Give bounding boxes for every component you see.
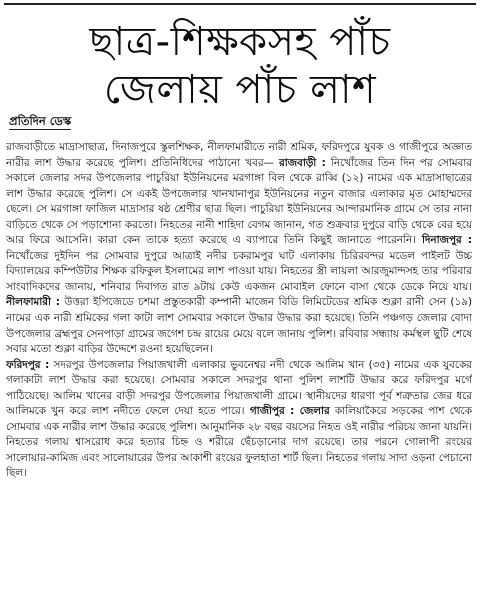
headline-line-1: ছাত্র-শিক্ষকসহ পাঁচ (89, 19, 391, 65)
dateline-faridpur: ফরিদপুর : (6, 358, 50, 371)
section-rajbari-text: নিখোঁজের তিন দিন পর সোমবার সকালে জেলার সদর উপজেলার পাচুরিয়া ইউনিয়নের মরগাঙ্গা বিল থেকে রাব্বি (১২) নামের এক মাদ্রাসাছাত্রের লাশ উদ্ধার করেছে পুলিশ। সে একই উপজেলার খানখানাপুর ইউনিয়নের নতুন বাজার এলাকার মৃত মোহাম্মদের ছেলে। সে মরগাঙ্গা ফাজিল মাদ্রাসার ষষ্ঠ শ্রেণীর ছাত্র ছিল। পাচুরিয়া ইউনিয়নের আন্দারমানিক গ্রামে সে তার নানা বাড়িতে থেকে সে পড়াশোনা করতো। নিহতের নানী শাহিদা বেগম জানান, গত শুক্রবার দুপুরে বাড়ি থেকে বের হয়ে আর ফিরে আসেনি। কারা কেন তাকে হত্যা করেছে এ ব্যাপারে তিনি কিছুই জানাতে পারেননি। (6, 156, 472, 247)
section-nilphamari-text: উত্তরা ইপিজেডে চশমা প্রস্তুতকারী কম্পানী মাজেন বিডি লিমিটেডের শ্রমিক শুক্লা রানী সেন (১৯) নামের এক নারী শ্রমিকের গলা কাটা লাশ সোমবার সকালে উদ্ধার উদ্ধার করা হয়েছে। তিনি পঞ্চগড় জেলার বোদা উপজেলার ব্রহ্মপুর সেনপাড়া গ্রামের জগেশ চন্দ্র রায়ের মেয়ে বলে জানায় পুলিশ। রবিবার সন্ধ্যায় কর্মস্থল ছুটি শেষে সবার মতো শুক্লা বাড়ির উদ্দেশে রওনা হয়েছিলেন। (6, 296, 472, 356)
article-paragraph (6, 140, 472, 358)
byline: প্রতিদিন ডেস্ক (9, 114, 72, 128)
dateline-rajbari: রাজবাড়ী : (279, 156, 326, 169)
top-rule (4, 3, 476, 5)
headline-line-2: জেলায় পাঁচ লাশ (103, 67, 377, 113)
section-faridpur-text: সদরপুর উপজেলার পিয়াজখালী এলাকার ভুবনেশ্বর নদী থেকে আলিম খান (৩৫) নামের এক যুবকের গলাকাটা লাশ উদ্ধার করা হয়েছে। সোমবার সকালে সদরপুর থানা পুলিশ লাশটি উদ্ধার করে ফরিদপুর মর্গে পাঠিয়েছে। আলিম খানের বাড়ী সদরপুর উপজেলার পিয়াজখালী গ্রামে। স্থানীয়দের ধারণা পূর্ব শত্রুতার জের ধরে আলিমকে খুন করে লাশ নদীতে ফেলে দেয়া হতে পারে। (6, 358, 472, 418)
article-body (6, 140, 472, 611)
dateline-gazipur: গাজীপুর : জেলার (244, 405, 330, 418)
dateline-dinajpur: দিনাজপুর : (415, 234, 472, 247)
section-gazipur-text: কালিয়াকৈরে সড়কের পাশ থেকে সোমবার এক নারীর লাশ উদ্ধার করেছে পুলিশ। আনুমানিক ২৮ বছর বয়সের নিহত ওই নারীর পরিচয় জানা যায়নি। নিহতের গলায় শ্বাসরোধ করে হত্যার চিহ্ন ও শরীরে ছেঁচড়ানোর দাগ রয়েছে। তার পরনে গোলাপী রংয়ের সালোয়ার-কামিজ এবং সালোয়ারের উপর আকাশী রংয়ের ফুলহাতা শার্ট ছিল। নিহতের গলায় সাদা ওড়না পেচানো ছিল। (6, 405, 472, 480)
article-paragraph (6, 358, 472, 482)
intro-text: রাজবাড়ীতে মাদ্রাসাছাত্র, দিনাজপুরে স্কুলশিক্ষক, নীলফামারীতে নারী শ্রমিক, ফরিদপুরে যুবক ও গাজীপুরে অজ্ঞাত নারীর লাশ উদ্ধার করেছে পুলিশ। প্রতিনিধিদের পাঠানো খবর— (6, 141, 472, 169)
section-dinajpur-text: নিখোঁজের দুইদিন পর সোমবার দুপুরে আত্রাই নদীর চকরামপুর ঘাট এলাকায় চিরিরবন্দর মডেল পাইলট উচ্চ বিদ্যালয়ের কম্পিউটার শিক্ষক রফিকুল ইসলামের লাশ পাওয়া যায়। নিহতের স্ত্রী লায়লা আরজুমান্দসহ তার পরিবার সাংবাদিকদের জানায়, শনিবার দিবাগত রাত ৯টায় কেউ একজন মোবাইল ফোনে বাসা থেকে ডেকে নিয়ে যায়। (6, 249, 472, 293)
dateline-nilphamari: নীলফামারী : (6, 296, 60, 309)
